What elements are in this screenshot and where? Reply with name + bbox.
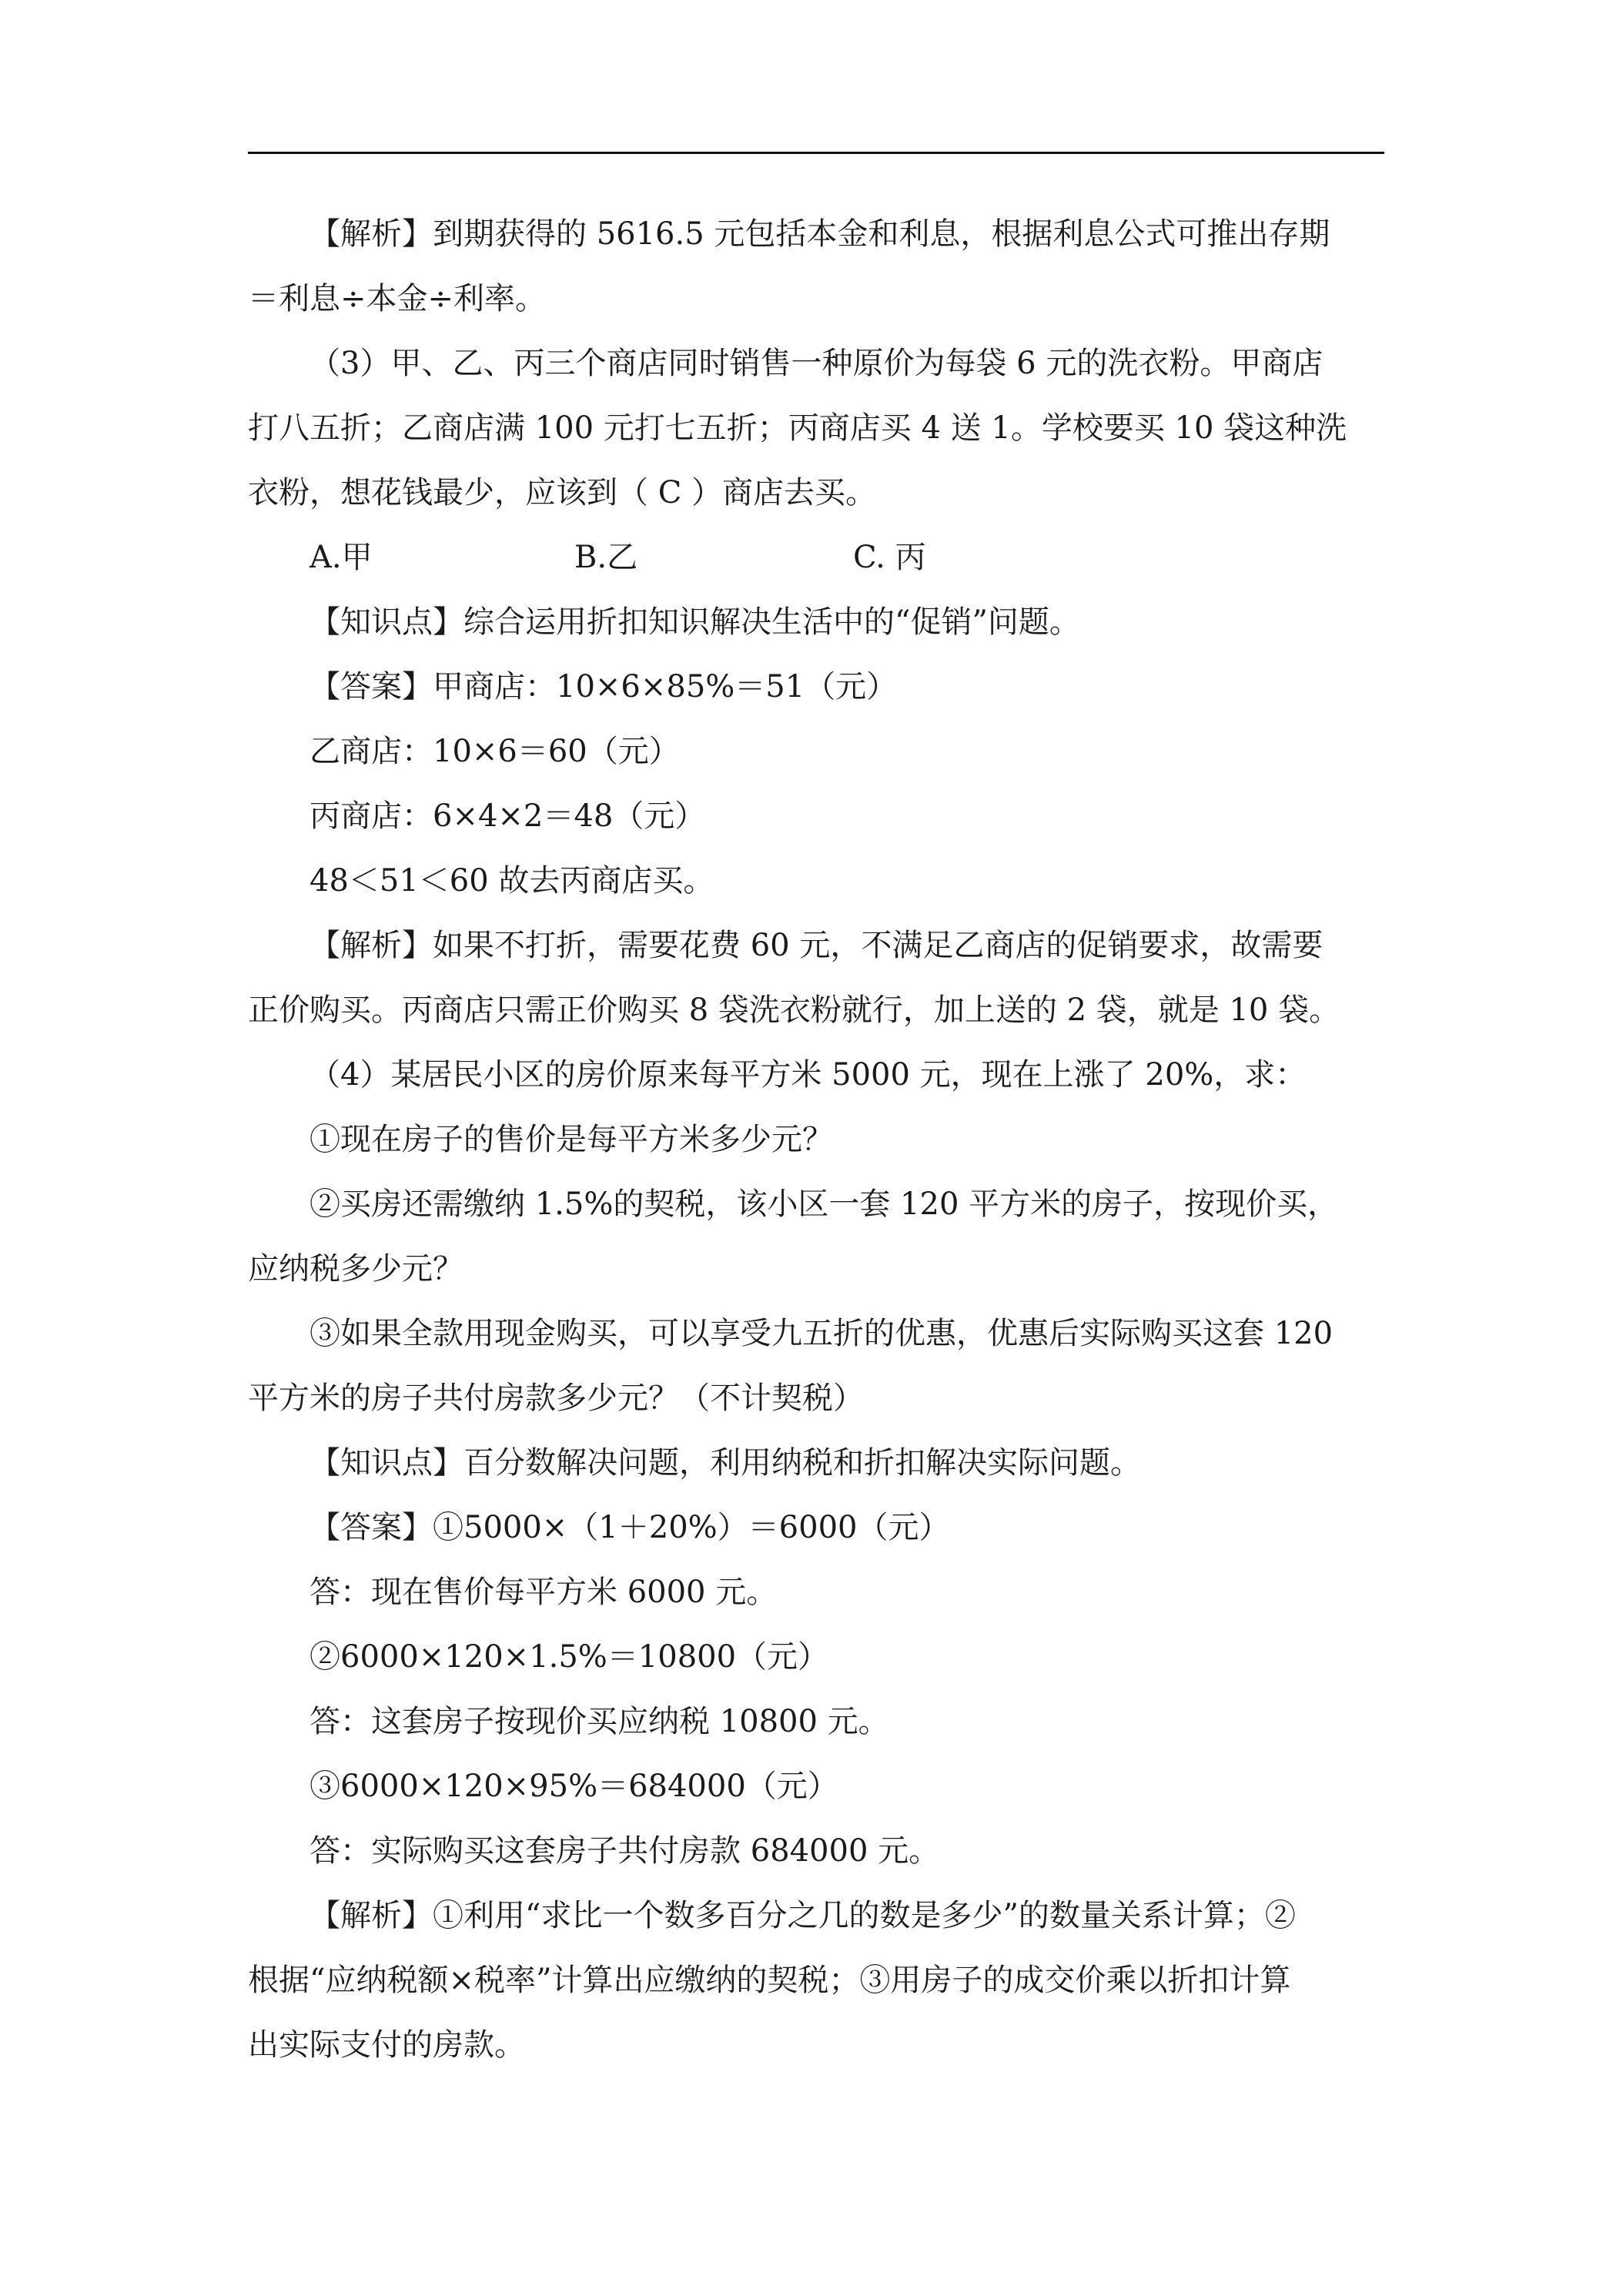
question-4-sub-1: ①现在房子的售价是每平方米多少元？ xyxy=(310,1122,833,1157)
analysis-line-cont: 出实际支付的房款。 xyxy=(248,2027,525,2063)
question-3-line: （3）甲、乙、丙三个商店同时销售一种原价为每袋 6 元的洗衣粉。甲商店 xyxy=(310,346,1323,381)
question-4-sub-2: ②买房还需缴纳 1.5%的契税，该小区一套 120 平方米的房子，按现价买， xyxy=(310,1186,1339,1222)
question-4-sub-3: ③如果全款用现金购买，可以享受九五折的优惠，优惠后实际购买这套 120 xyxy=(310,1316,1334,1351)
knowledge-point: 【知识点】百分数解决问题，利用纳税和折扣解决实际问题。 xyxy=(310,1445,1141,1481)
answer-line: 丙商店：6×4×2＝48（元） xyxy=(310,798,706,834)
question-3-line: 打八五折；乙商店满 100 元打七五折；丙商店买 4 送 1。学校要买 10 袋这种洗 xyxy=(248,410,1347,446)
answer-line: 答：实际购买这套房子共付房款 684000 元。 xyxy=(310,1833,940,1869)
question-4-line: （4）某居民小区的房价原来每平方米 5000 元，现在上涨了 20%，求： xyxy=(310,1057,1307,1093)
analysis-line-cont: 根据“应纳税额×税率”计算出应缴纳的契税；③用房子的成交价乘以折扣计算 xyxy=(248,1963,1291,1998)
answer-options xyxy=(248,525,1387,590)
document-body xyxy=(248,202,1387,2077)
answer-line: 乙商店：10×6＝60（元） xyxy=(310,734,680,769)
question-3-line: 衣粉，想花钱最少，应该到（ C ）商店去买。 xyxy=(248,475,877,510)
answer-line: 48＜51＜60 故去丙商店买。 xyxy=(310,863,714,899)
analysis-line-cont: 正价购买。丙商店只需正价购买 8 袋洗衣粉就行，加上送的 2 袋，就是 10 袋。 xyxy=(248,992,1340,1028)
answer-line: 【答案】①5000×（1＋20%）＝6000（元） xyxy=(310,1510,950,1545)
option-c: C. 丙 xyxy=(853,540,926,575)
header-rule xyxy=(248,152,1384,154)
option-b: B.乙 xyxy=(574,540,638,575)
knowledge-point: 【知识点】综合运用折扣知识解决生活中的“促销”问题。 xyxy=(310,604,1080,640)
answer-line: 答：这套房子按现价买应纳税 10800 元。 xyxy=(310,1704,889,1739)
analysis-line: 【解析】到期获得的 5616.5 元包括本金和利息，根据利息公式可推出存期 xyxy=(310,216,1330,252)
analysis-line: 【解析】①利用“求比一个数多百分之几的数是多少”的数量关系计算；② xyxy=(310,1898,1296,1933)
question-4-sub-3-cont: 平方米的房子共付房款多少元？（不计契税） xyxy=(248,1381,864,1416)
answer-line: 【答案】甲商店：10×6×85%＝51（元） xyxy=(310,669,898,705)
analysis-line: 【解析】如果不打折，需要花费 60 元，不满足乙商店的促销要求，故需要 xyxy=(310,928,1323,963)
answer-line: ③6000×120×95%＝684000（元） xyxy=(310,1769,838,1804)
question-4-sub-2-cont: 应纳税多少元？ xyxy=(248,1251,463,1287)
answer-line: ②6000×120×1.5%＝10800（元） xyxy=(310,1639,829,1675)
option-a: A.甲 xyxy=(310,540,373,575)
analysis-line-cont: ＝利息÷本金÷利率。 xyxy=(248,281,547,316)
answer-line: 答：现在售价每平方米 6000 元。 xyxy=(310,1575,778,1610)
